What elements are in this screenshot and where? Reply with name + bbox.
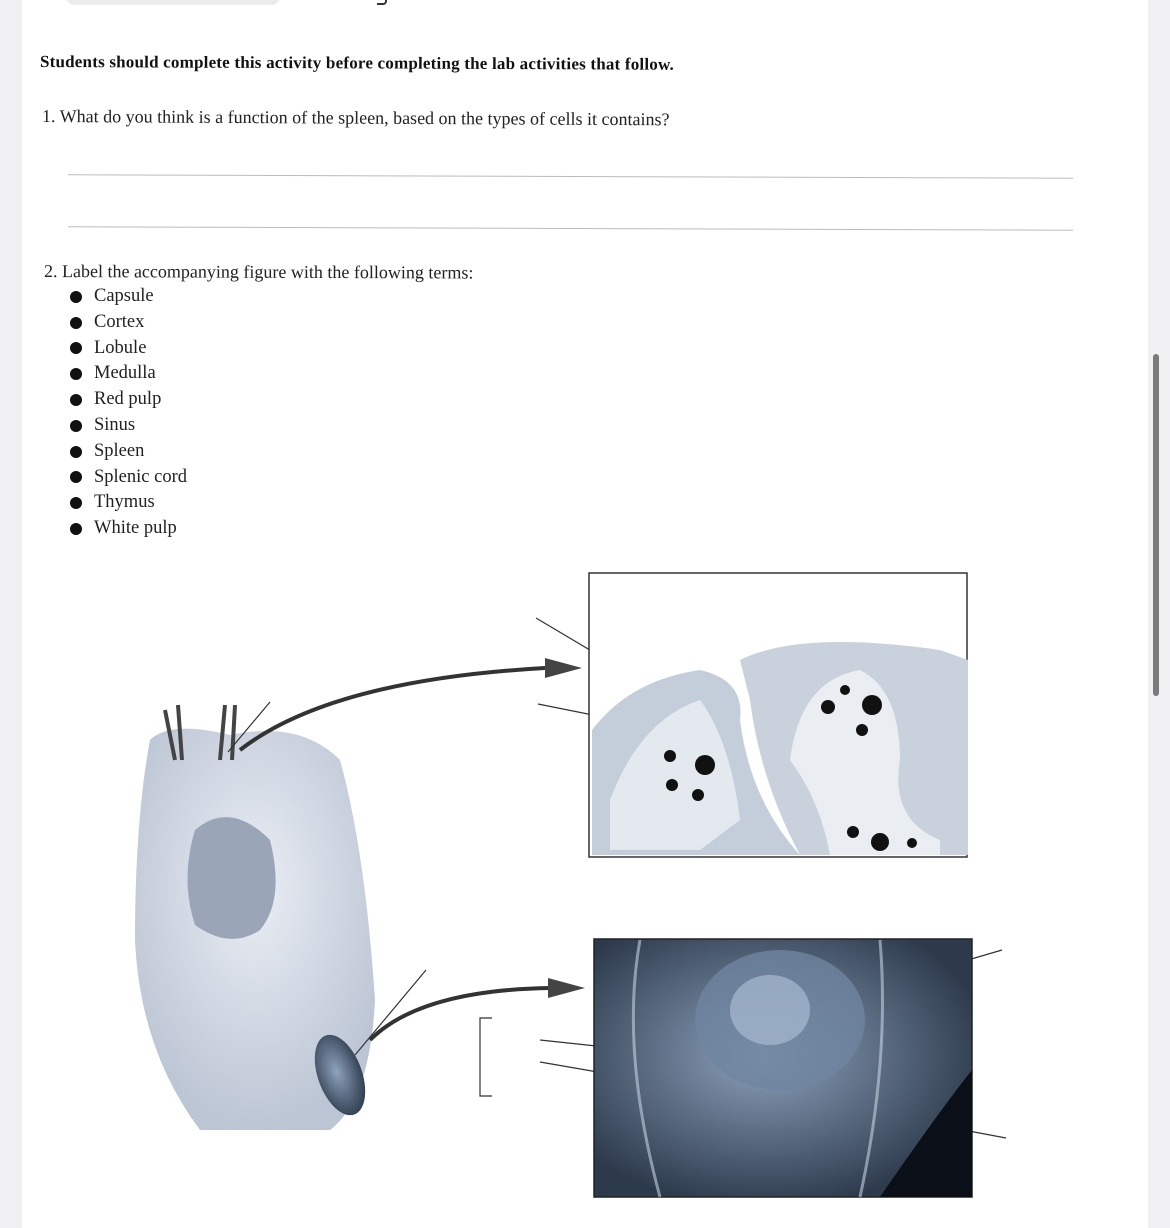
- term-label: Lobule: [94, 337, 147, 358]
- lymphoid-organs-figure: [0, 560, 1170, 1228]
- term-item: [70, 516, 187, 542]
- scrollbar[interactable]: [1153, 354, 1159, 696]
- term-item: [70, 387, 187, 413]
- bullet-icon: [70, 471, 82, 483]
- term-item: [70, 310, 187, 336]
- term-item: [70, 465, 187, 491]
- bullet-icon: [70, 420, 82, 432]
- term-label: Splenic cord: [94, 466, 187, 487]
- question-1: 1. What do you think is a function of the spleen, based on the types of cells it contains?: [41, 106, 670, 130]
- activity-intro: Students should complete this activity before completing the lab activities that follow.: [39, 52, 675, 74]
- term-label: Thymus: [94, 492, 155, 513]
- term-label: Medulla: [94, 363, 156, 384]
- bullet-icon: [70, 342, 82, 354]
- bullet-icon: [70, 291, 82, 303]
- bullet-icon: [70, 317, 82, 329]
- term-item: [70, 490, 187, 516]
- bullet-icon: [70, 446, 82, 458]
- bullet-icon: [70, 523, 82, 535]
- term-item: [70, 284, 187, 310]
- term-label: Capsule: [94, 286, 154, 306]
- term-label: White pulp: [94, 518, 177, 539]
- term-label: Sinus: [94, 414, 136, 435]
- toolbar-pill: [66, 0, 280, 5]
- term-label: Cortex: [94, 311, 145, 332]
- spleen-micrograph: [594, 939, 972, 1197]
- torso-illustration: [135, 705, 375, 1130]
- term-item: [70, 413, 187, 439]
- terms-list: [70, 284, 187, 542]
- term-item: [70, 361, 187, 387]
- term-item: [70, 336, 187, 362]
- bullet-icon: [70, 368, 82, 380]
- term-label: Spleen: [94, 440, 145, 461]
- term-label: Red pulp: [94, 389, 162, 410]
- bullet-icon: [70, 394, 82, 406]
- question-2: 2. Label the accompanying figure with the following terms:: [43, 261, 474, 283]
- bullet-icon: [70, 497, 82, 509]
- thymus-micrograph: [589, 573, 968, 857]
- term-item: [70, 439, 187, 465]
